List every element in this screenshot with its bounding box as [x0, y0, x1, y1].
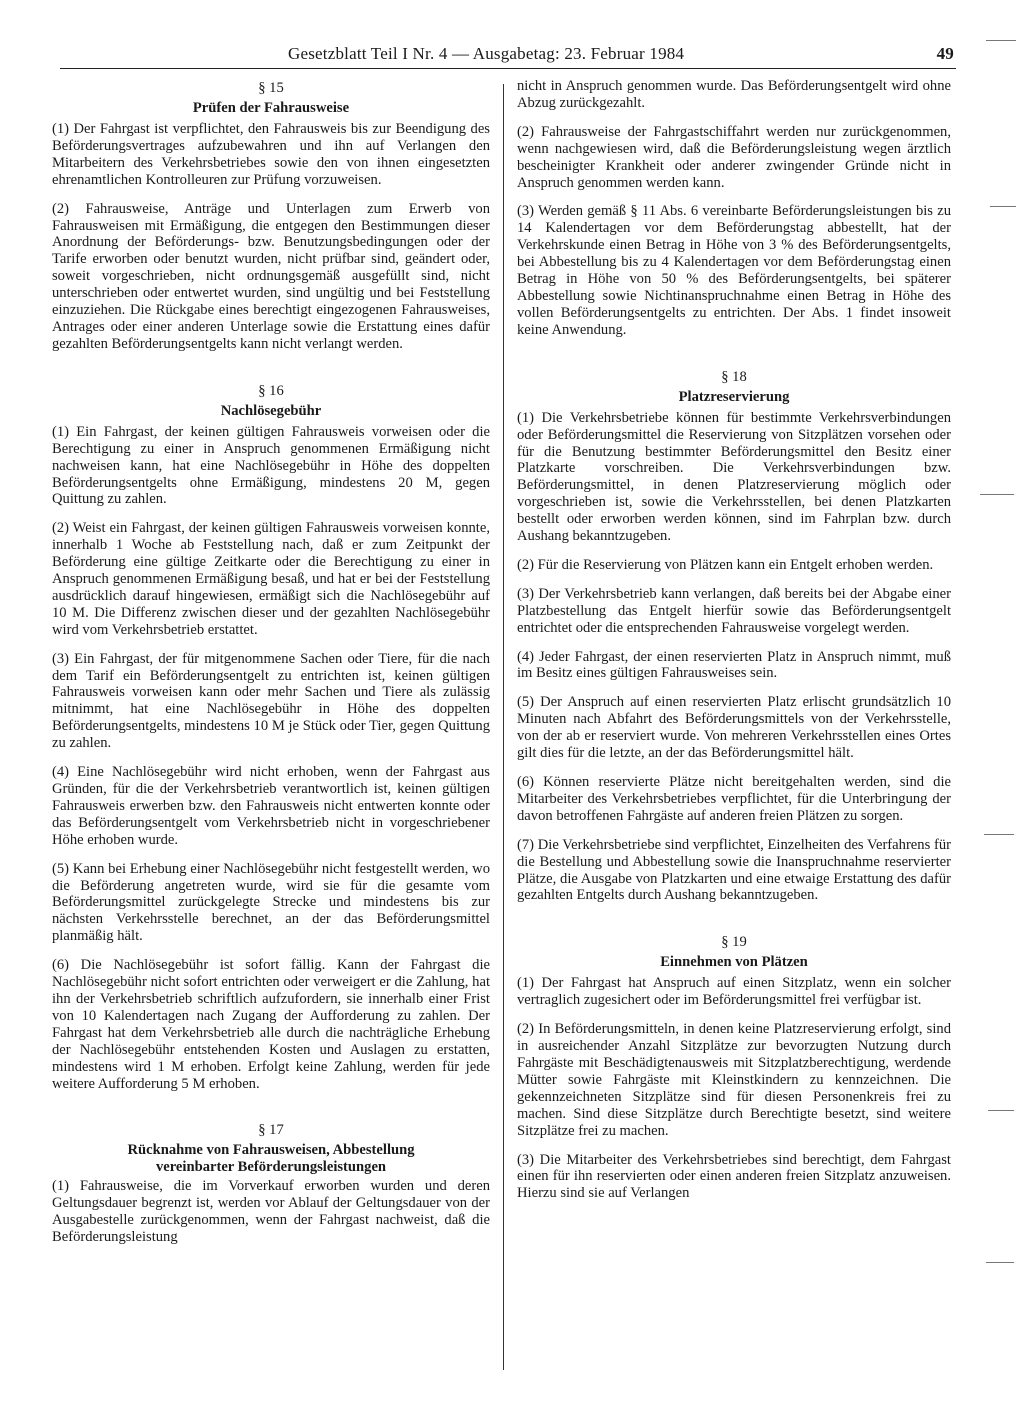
paragraph: (1) Die Verkehrsbetriebe können für bestimmte Verkehrsverbindungen oder Beförderungsmittel die Reservierung von Sitzplätzen vorsehen oder für die Benutzung bestimmter Beförderungsmittel den Besitz einer Platzkarte vorschreiben. Die Verkehrsverbindungen bzw. Beförderungsmittel, in denen Platzreservierung möglich oder vorgeschrieben ist, sowie die Verkehrsstellen, bei denen Platzkarten bestellt oder erworben werden können, sind im Fahrplan bzw. durch Aushang bekanntzugeben.: [517, 409, 951, 545]
column-divider: [503, 84, 504, 1370]
header-title: Gesetzblatt Teil I Nr. 4 — Ausgabetag: 23. Februar 1984: [288, 44, 685, 63]
spacer: [52, 1104, 490, 1122]
section-heading-18: Platzreservierung: [678, 388, 790, 405]
section-heading-16: Nachlösegebühr: [220, 402, 322, 419]
header-rule: [60, 68, 956, 69]
paragraph: (2) In Beförderungsmitteln, in denen keine Platzreservierung erfolgt, sind in ausreichender Anzahl Sitzplätze zur bevorzugten Nutzung durch Fahrgäste mit Beschädigtenausweis mit Sitzplatzberechtigung, werdende Mütter sowie Fahrgäste mit Kleinstkindern zu kennzeichnen. Die gekennzeichneten Sitzplätze sind für diesen Personenkreis frei zu machen. Sind diese Sitzplätze durch Berechtigte besetzt, sind weitere Sitzplätze frei zu machen.: [517, 1021, 951, 1139]
paragraph: (3) Die Mitarbeiter des Verkehrsbetriebes sind berechtigt, dem Fahrgast einen für ihn reservierten oder einen anderen freien Sitzplatz anzuweisen. Hierzu sind sie auf Verlangen: [517, 1151, 951, 1202]
margin-mark: [990, 206, 1016, 207]
section-heading-17-line2: vereinbarter Beförderungsleistungen: [155, 1159, 387, 1176]
paragraph: (3) Werden gemäß § 11 Abs. 6 vereinbarte Beförderungsleistungen bis zu 14 Kalendertagen vor dem Beförderungstag abbestellt, hat der Verkehrskunde einen Betrag in Höhe von 3 % des Beförderungsentgelts, bei Abbestellung bis zu 4 Kalendertagen vor dem Beförderungstag einen Betrag in Höhe von 50 % des Beförderungsentgelts, bei späterer Abbestellung sowie Nichtinanspruchnahme einen Betrag in Höhe des vollen Beförderungsentgelts zu entrichten. Der Abs. 1 findet insoweit keine Anwendung.: [517, 203, 951, 338]
section-number-16: § 16: [258, 382, 284, 399]
section-heading-17: [52, 1142, 490, 1176]
section-heading-17-line1: Rücknahme von Fahrausweisen, Abbestellung: [127, 1142, 415, 1159]
paragraph: (4) Jeder Fahrgast, der einen reservierten Platz in Anspruch nimmt, muß im Besitz eines gültigen Fahrausweises sein.: [517, 648, 951, 682]
paragraph: (2) Für die Reservierung von Plätzen kann ein Entgelt erhoben werden.: [517, 556, 934, 573]
section-number-18: § 18: [721, 368, 747, 385]
margin-mark: [980, 494, 1014, 495]
section-number-17: § 17: [258, 1122, 284, 1139]
margin-mark: [988, 1110, 1014, 1111]
paragraph: (1) Fahrausweise, die im Vorverkauf erworben wurden und deren Geltungsdauer begrenzt ist, werden vor Ablauf der Geltungsdauer von der Ausgabestelle zurückgenommen, wenn der Fahrgast nachweist, daß die Beförderungsleistung: [52, 1178, 490, 1246]
paragraph: (1) Ein Fahrgast, der keinen gültigen Fahrausweis vorweisen oder die Berechtigung zu einer in Anspruch genommenen Ermäßigung nicht nachweisen kann, hat eine Nachlösegebühr in Höhe des doppelten Beförderungsentgelts ohne Ermäßigung, mindestens 20 M, gegen Quittung zu zahlen.: [52, 423, 490, 508]
section-number-15: § 15: [258, 80, 284, 96]
paragraph: (2) Weist ein Fahrgast, der keinen gültigen Fahrausweis vorweisen konnte, innerhalb 1 Woche ab Feststellung nach, daß er zum Zeitpunkt der Beförderung eine gültige Zeitkarte oder die Berechtigung zu einer in Anspruch genommenen Ermäßigung besaß, und hat er bei der Feststellung ausdrücklich darauf hingewiesen, ermäßigt sich die Nachlösegebühr auf 10 M. Die Differenz zwischen dieser und der gezahlten Nachlösegebühr wird vom Verkehrsbetrieb erstattet.: [52, 520, 490, 638]
spacer: [52, 365, 490, 383]
section-heading-15: Prüfen der Fahrausweise: [192, 100, 350, 116]
page-number: 49: [936, 44, 954, 63]
paragraph: nicht in Anspruch genommen wurde. Das Beförderungsentgelt wird ohne Abzug zurückgezahlt.: [517, 78, 951, 111]
paragraph: (3) Der Verkehrsbetrieb kann verlangen, daß bereits bei der Abgabe einer Platzbestellung das Entgelt hierfür sowie das Beförderungsentgelt entrichtet oder die entsprechenden Fahrausweise vorgelegt werden.: [517, 585, 951, 636]
section-heading-19: Einnehmen von Plätzen: [660, 954, 808, 971]
paragraph: (2) Fahrausweise der Fahrgastschiffahrt werden nur zurückgenommen, wenn nachgewiesen wird, daß die Beförderungsleistung wegen ärztlich bescheinigter Krankheit oder anderer zwingender Gründe nicht in Anspruch genommen werden kann.: [517, 123, 951, 191]
spacer: [517, 916, 951, 934]
margin-mark: [986, 1262, 1014, 1263]
paragraph: (1) Der Fahrgast ist verpflichtet, den Fahrausweis bis zur Beendigung des Beförderungsvertrages aufzubewahren und ihn auf Verlangen den Mitarbeitern des Verkehrsbetriebes sowie den von ihnen eingesetzten ehrenamtlichen Kontrolleuren zur Prüfung vorzuweisen.: [52, 121, 490, 188]
left-column: [52, 80, 490, 1258]
paragraph: (2) Fahrausweise, Anträge und Unterlagen zum Erwerb von Fahrausweisen mit Ermäßigung, die entgegen den Bestimmungen dieser Anordnung der Beförderungs- bzw. Benutzungsbedingungen oder der Tarife erworben oder benutzt wurden, nicht prüfbar sind, geändert oder, soweit vorgeschrieben, nicht ordnungsgemäß ausgefüllt sind, nicht unterschrieben oder entwertet wurden, sind ungültig und bei Feststellung einzuziehen. Die Rückgabe eines berechtigt eingezogenen Fahrausweises, Antrages oder einer anderen Unterlage sowie die Erstattung eines dafür gezahlten Beförderungsentgelts kann nicht verlangt werden.: [52, 200, 490, 352]
section-number-19: § 19: [721, 934, 747, 951]
paragraph: (5) Der Anspruch auf einen reservierten Platz erlischt grundsätzlich 10 Minuten nach Abfahrt des Beförderungsmittels von der Verkehrsstelle, von der ab er reserviert wurde. Von mehreren Verkehrsstellen eines Ortes gilt dies für die letzte, an der das Beförderungsmittel hält.: [517, 694, 951, 762]
paragraph: (6) Können reservierte Plätze nicht bereitgehalten werden, sind die Mitarbeiter des Verkehrsbetriebes verpflichtet, für die Unterbringung der davon betroffenen Fahrgäste auf anderen freien Plätzen zu sorgen.: [517, 774, 951, 824]
margin-mark: [986, 40, 1016, 41]
right-column: [517, 78, 951, 1214]
paragraph: (4) Eine Nachlösegebühr wird nicht erhoben, wenn der Fahrgast aus Gründen, für die der Verkehrsbetrieb verantwortlich ist, keinen gültigen Fahrausweis erwerben bzw. den Fahrausweis nicht entwerten konnte oder das Beförderungsentgelt vom Verkehrsbetrieb nicht in vorgeschriebener Höhe erhoben wurde.: [52, 764, 490, 848]
paragraph: (6) Die Nachlösegebühr ist sofort fällig. Kann der Fahrgast die Nachlösegebühr nicht sofort entrichten oder verweigert er die Zahlung, hat ihn der Verkehrsbetrieb schriftlich aufzufordern, sie innerhalb einer Frist von 10 Kalendertagen nach Zugang der Aufforderung zu zahlen. Der Fahrgast hat dem Verkehrsbetrieb alle durch die nachträgliche Erhebung der Nachlösegebühr entstehenden Kosten und Auslagen zu erstatten, mindestens wird 1 M erhoben. Erfolgt keine Zahlung, werden für jede weitere Aufforderung 5 M erhoben.: [52, 957, 490, 1092]
page-header: [60, 44, 956, 66]
paragraph: (7) Die Verkehrsbetriebe sind verpflichtet, Einzelheiten des Verfahrens für die Bestellung und Abbestellung sowie die Inanspruchnahme reservierter Plätze, die Ausgabe von Platzkarten und eine etwaige Erstattung des dafür gezahlten Entgelts durch Aushang bekanntzugeben.: [517, 836, 951, 904]
spacer: [517, 351, 951, 369]
paragraph: (1) Der Fahrgast hat Anspruch auf einen Sitzplatz, wenn ein solcher vertraglich zugesichert oder im Beförderungsmittel frei verfügbar ist.: [517, 975, 951, 1009]
margin-mark: [984, 834, 1014, 835]
paragraph: (5) Kann bei Erhebung einer Nachlösegebühr nicht festgestellt werden, wo die Beförderung angetreten wurde, wird sie für die gesamte vom Beförderungsmittel zurückgelegte Strecke und mindestens bis zur nächsten Verkehrsstelle berechnet, an der das Beförderungsmittel planmäßig hält.: [52, 860, 490, 945]
paragraph: (3) Ein Fahrgast, der für mitgenommene Sachen oder Tiere, für die nach dem Tarif ein Beförderungsentgelt zu entrichten ist, keinen gültigen Fahrausweis vorweisen kann oder mehr Sachen und Tiere als zulässig mitnimmt, hat eine Nachlösegebühr in Höhe des doppelten Beförderungsentgelts, mindestens 10 M je Stück oder Tier, gegen Quittung zu zahlen.: [52, 650, 490, 752]
